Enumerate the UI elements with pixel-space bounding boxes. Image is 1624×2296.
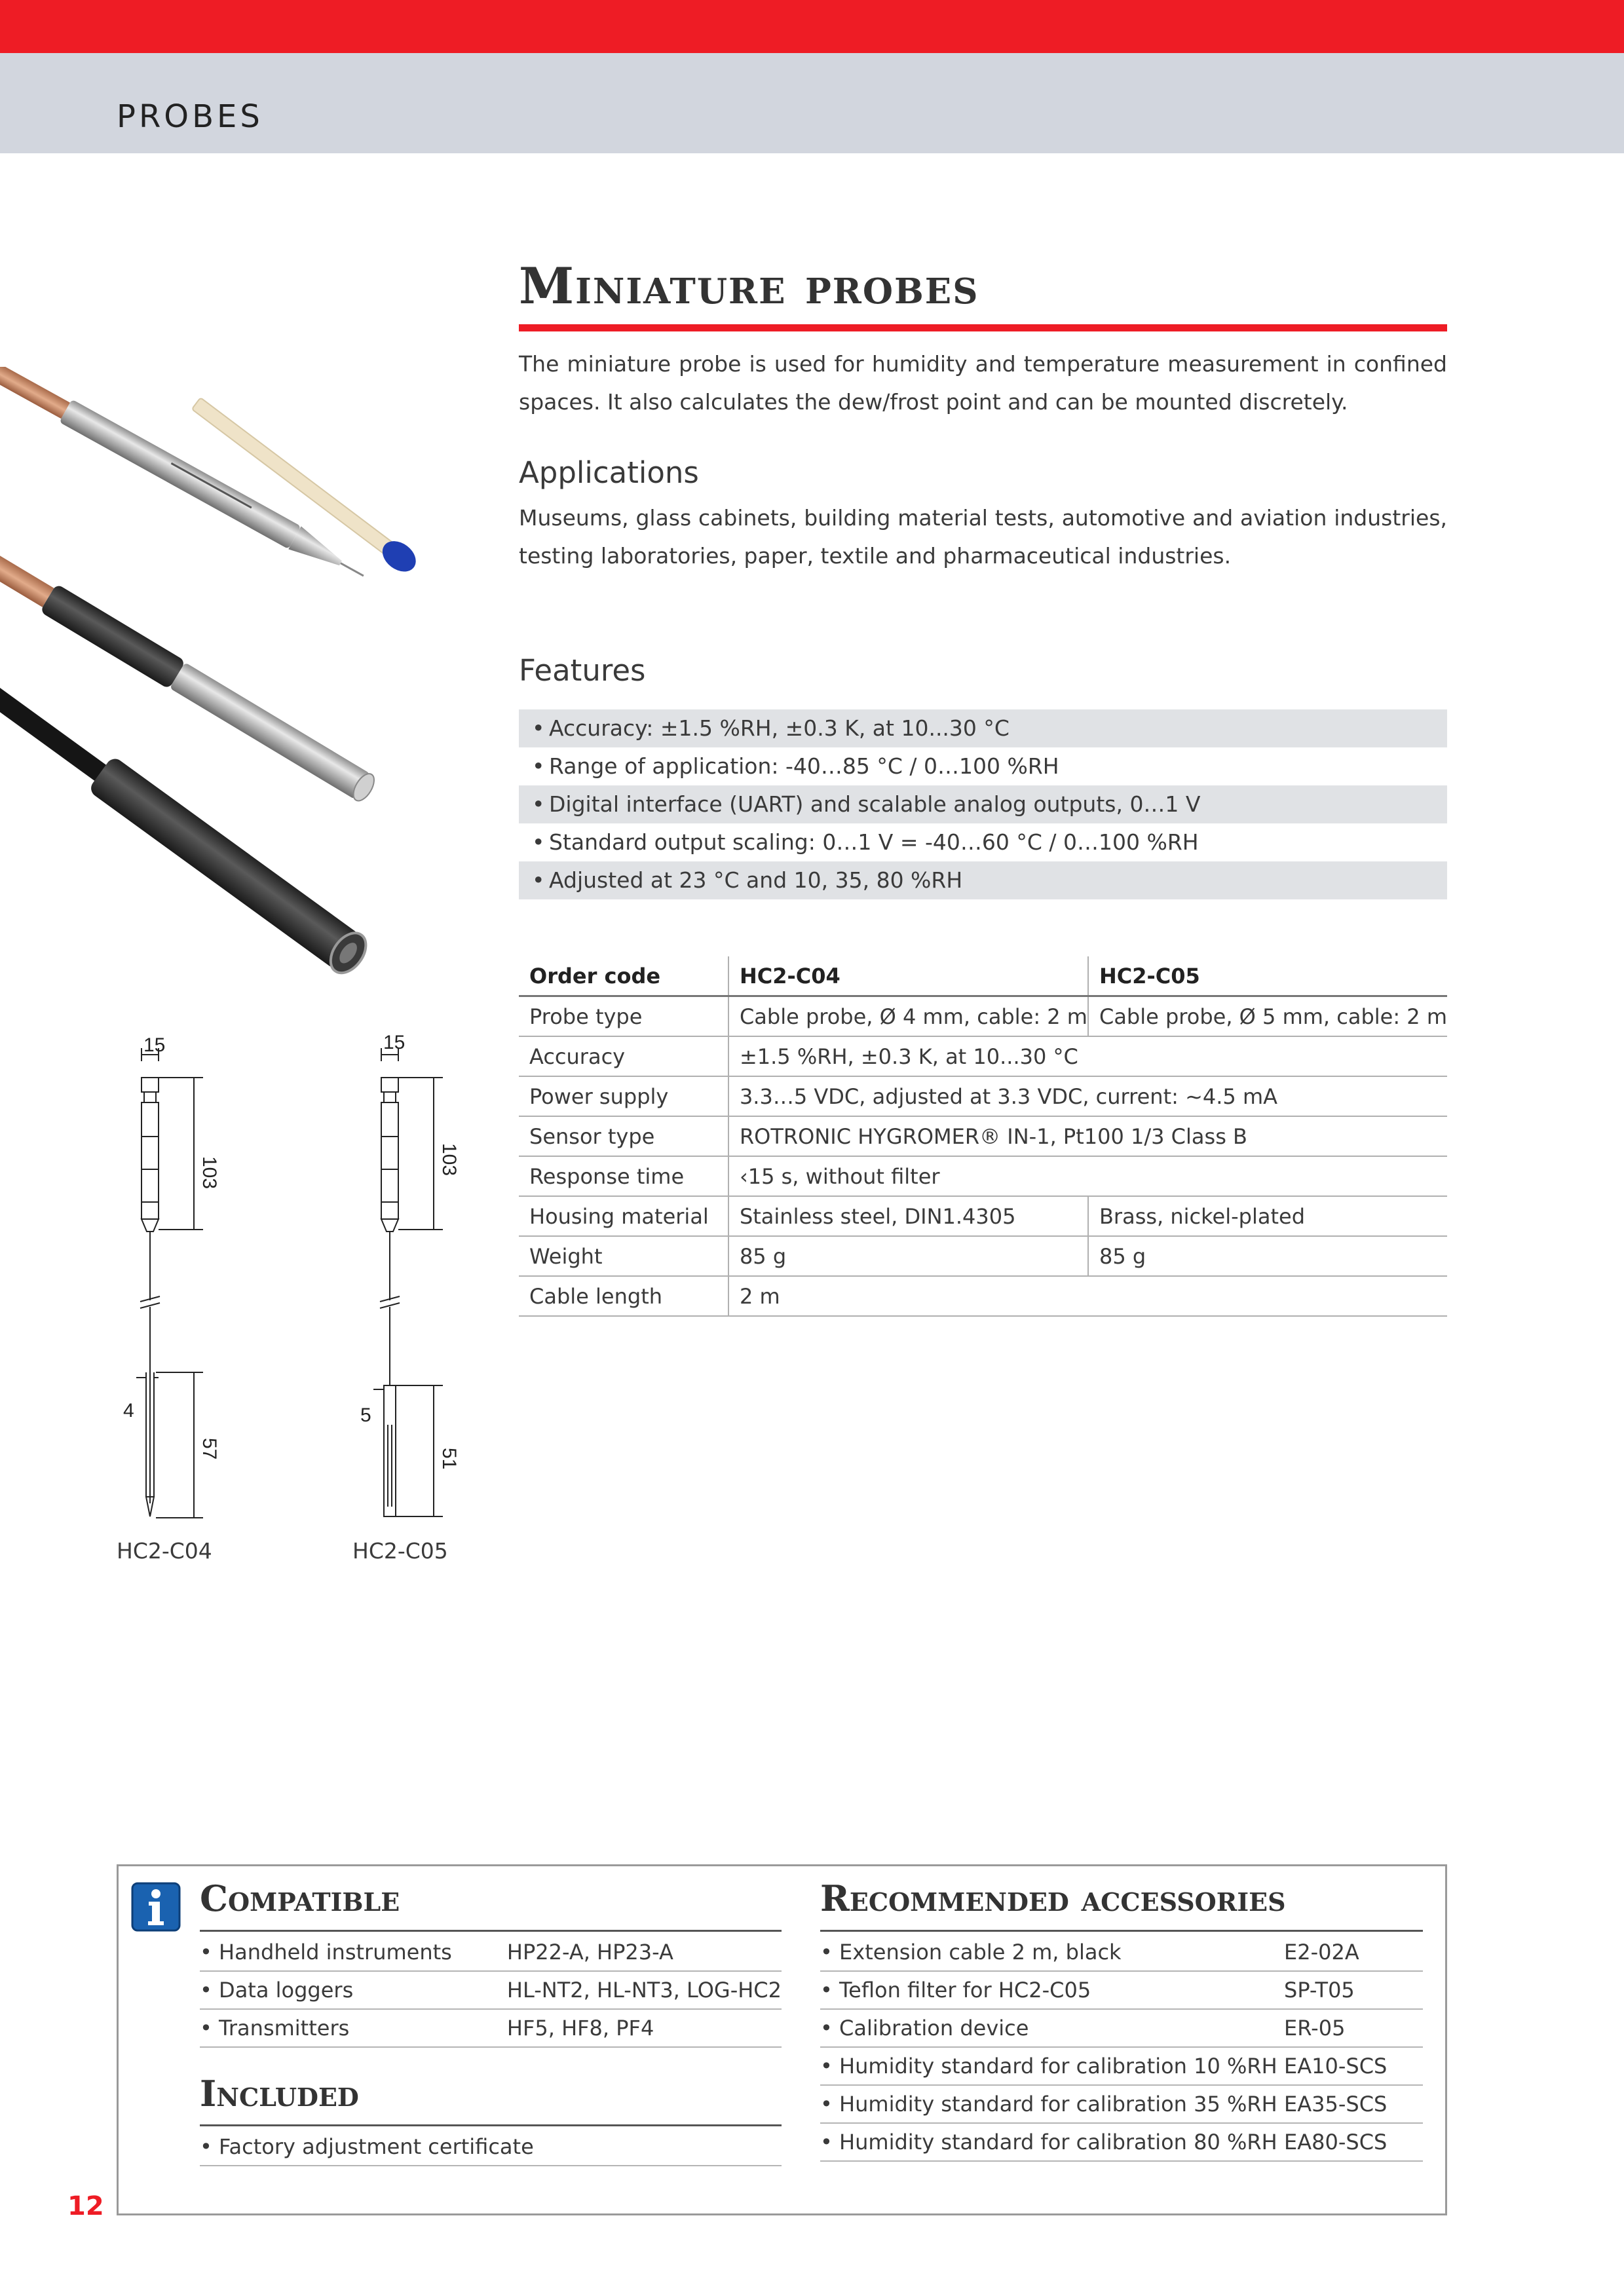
info-icon — [131, 1882, 181, 1932]
technical-drawings — [98, 1019, 465, 1536]
table-cell: Sensor type — [519, 1116, 728, 1156]
list-item: • Humidity standard for calibration 80 %RH EA80-SCS — [820, 2123, 1423, 2161]
order-table — [519, 956, 1447, 1317]
accessories-heading: Recommended accessories — [820, 1877, 1286, 1919]
table-cell: Stainless steel, DIN1.4305 — [728, 1196, 1088, 1236]
list-item: • Humidity standard for calibration 35 %RH EA35-SCS — [820, 2085, 1423, 2123]
dim-tip-length-c05: 51 — [438, 1448, 460, 1470]
dim-width-c04: 15 — [143, 1034, 166, 1056]
table-cell: 85 g — [1088, 1236, 1447, 1276]
table-cell: 3.3…5 VDC, adjusted at 3.3 VDC, current: ~4.5 mA — [728, 1076, 1447, 1116]
list-item: • Handheld instruments HP22-A, HP23-A — [200, 1934, 782, 1971]
list-item: • Factory adjustment certificate — [200, 2128, 782, 2166]
table-row — [519, 996, 1447, 1037]
drawing-label-c05: HC2-C05 — [352, 1538, 448, 1564]
drawing-hc2-c05 — [373, 1048, 443, 1516]
title-underline — [519, 324, 1447, 331]
section-label: PROBES — [117, 98, 263, 135]
list-item: • Extension cable 2 m, black E2-02A — [820, 1934, 1423, 1971]
feature-item: • Digital interface (UART) and scalable analog outputs, 0…1 V — [519, 785, 1447, 823]
table-row — [519, 1156, 1447, 1196]
accessories-rule — [820, 1930, 1423, 1932]
table-cell: ‹15 s, without filter — [728, 1156, 1447, 1196]
list-item: • Calibration device ER-05 — [820, 2009, 1423, 2047]
table-cell: 2 m — [728, 1276, 1447, 1316]
applications-heading: Applications — [519, 455, 699, 490]
drawing-label-c04: HC2-C04 — [117, 1538, 212, 1564]
table-header-cell: HC2-C04 — [728, 956, 1088, 996]
dim-length-c04: 103 — [198, 1156, 220, 1190]
table-row — [519, 1036, 1447, 1076]
compatible-table — [200, 1934, 782, 2048]
intro-paragraph: The miniature probe is used for humidity and temperature measurement in confined spaces. It also calculates the dew/frost point and can be mounted discretely. — [519, 351, 1447, 415]
list-item: • Transmitters HF5, HF8, PF4 — [200, 2009, 782, 2047]
table-row — [519, 1116, 1447, 1156]
dim-length-c05: 103 — [438, 1143, 460, 1176]
table-cell: Power supply — [519, 1076, 728, 1116]
table-cell: Weight — [519, 1236, 728, 1276]
top-accent-bar — [0, 0, 1624, 53]
feature-item: • Range of application: -40…85 °C / 0…100 %RH — [532, 753, 1059, 779]
compatible-heading: Compatible — [200, 1877, 400, 1919]
features-heading: Features — [519, 653, 646, 688]
table-header-cell: Order code — [519, 956, 728, 996]
dim-tip-diameter-c05: 5 — [360, 1404, 371, 1426]
feature-item: • Adjusted at 23 °C and 10, 35, 80 %RH — [519, 861, 1447, 899]
feature-item: • Accuracy: ±1.5 %RH, ±0.3 K, at 10...30 °C — [519, 709, 1447, 747]
table-cell: 85 g — [728, 1236, 1088, 1276]
table-row — [519, 1236, 1447, 1276]
applications-text: Museums, glass cabinets, building material tests, automotive and aviation industries, testing laboratories, paper, textile and pharmaceutical industries. — [519, 505, 1447, 569]
page-number: 12 — [67, 2191, 104, 2221]
probe-photo — [0, 367, 472, 996]
accessories-table — [820, 1934, 1423, 2162]
table-header-cell: HC2-C05 — [1088, 956, 1447, 996]
feature-item: • Standard output scaling: 0…1 V = -40…60 °C / 0…100 %RH — [532, 829, 1199, 855]
list-item: • Data loggers HL-NT2, HL-NT3, LOG-HC2 — [200, 1971, 782, 2009]
included-table — [200, 2128, 782, 2166]
compatible-rule — [200, 1930, 782, 1932]
included-heading: Included — [200, 2073, 359, 2115]
included-rule — [200, 2124, 782, 2126]
table-cell: ±1.5 %RH, ±0.3 K, at 10...30 °C — [728, 1036, 1447, 1076]
table-cell: ROTRONIC HYGROMER® IN-1, Pt100 1/3 Class B — [728, 1116, 1447, 1156]
list-item: • Humidity standard for calibration 10 %RH EA10-SCS — [820, 2047, 1423, 2085]
table-cell: Response time — [519, 1156, 728, 1196]
dim-width-c05: 15 — [383, 1032, 406, 1053]
table-row — [519, 1196, 1447, 1236]
table-row — [519, 1076, 1447, 1116]
table-cell: Housing material — [519, 1196, 728, 1236]
table-header-row — [519, 956, 1447, 996]
dim-tip-length-c04: 57 — [198, 1438, 220, 1460]
features-list — [519, 709, 1447, 899]
table-cell: Cable probe, Ø 4 mm, cable: 2 m — [728, 996, 1088, 1037]
table-cell: Cable length — [519, 1276, 728, 1316]
dim-tip-diameter-c04: 4 — [123, 1400, 134, 1421]
page-title: Miniature probes — [519, 257, 979, 315]
table-cell: Brass, nickel-plated — [1088, 1196, 1447, 1236]
drawing-hc2-c04 — [136, 1048, 203, 1518]
list-item: • Teflon filter for HC2-C05 SP-T05 — [820, 1971, 1423, 2009]
table-cell: Accuracy — [519, 1036, 728, 1076]
table-cell: Probe type — [519, 996, 728, 1037]
table-row — [519, 1276, 1447, 1316]
table-cell: Cable probe, Ø 5 mm, cable: 2 m — [1088, 996, 1447, 1037]
